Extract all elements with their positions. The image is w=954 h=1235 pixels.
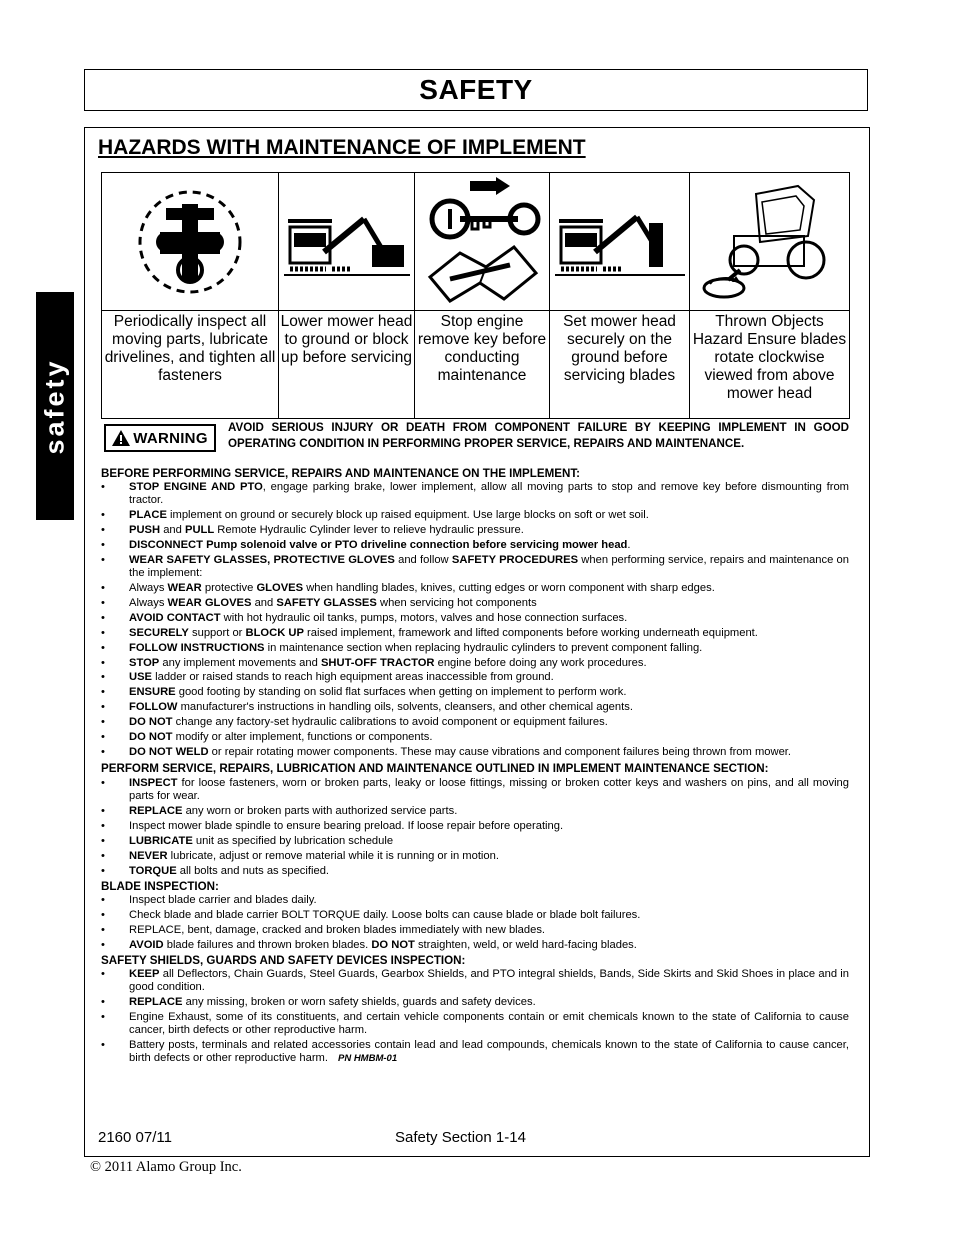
pictogram-cell [550, 173, 690, 311]
list-item: • SECURELY support or BLOCK UP raised implement, framework and lifted components before working underneath equipment. [101, 627, 849, 640]
group-heading: BEFORE PERFORMING SERVICE, REPAIRS AND MAINTENANCE ON THE IMPLEMENT: [101, 467, 581, 480]
bullet-list [101, 968, 849, 1065]
list-item: • AVOID CONTACT with hot hydraulic oil tanks, pumps, motors, valves and hose connection surfaces. [101, 612, 849, 625]
bullet-list [101, 777, 849, 878]
pictogram-caption: Stop engine remove key before conducting maintenance [415, 311, 550, 419]
pictogram-cell [279, 173, 415, 311]
list-item: • Always WEAR GLOVES and SAFETY GLASSES when servicing hot components [101, 597, 849, 610]
bullet-list [101, 481, 849, 759]
list-item: • NEVER lubricate, adjust or remove material while it is running or in motion. [101, 850, 849, 863]
list-item: • DISCONNECT Pump solenoid valve or PTO driveline connection before servicing mower head. [101, 539, 849, 552]
list-item: • KEEP all Deflectors, Chain Guards, Steel Guards, Gearbox Shields, and PTO integral shields, Bands, Side Skirts and Skid Shoes in place and in good condition. [101, 968, 849, 994]
warning-triangle-icon [112, 430, 130, 446]
pictogram-caption: Set mower head securely on the ground before servicing blades [550, 311, 690, 419]
mower-head-lowered-icon [284, 197, 410, 287]
pictogram-caption: Lower mower head to ground or block up before servicing [279, 311, 415, 419]
list-item: • STOP ENGINE AND PTO, engage parking brake, lower implement, allow all moving parts to stop and remove key before dismounting from tractor. [101, 481, 849, 507]
group-heading: PERFORM SERVICE, REPAIRS, LUBRICATION AND MAINTENANCE OUTLINED IN IMPLEMENT MAINTENANCE SECTION: [101, 761, 769, 775]
mower-head-ground-icon [555, 197, 685, 287]
part-number: PN HMBM-01 [337, 1053, 398, 1065]
list-item: • REPLACE any worn or broken parts with authorized service parts. [101, 805, 849, 818]
pictogram-caption: Thrown Objects Hazard Ensure blades rotate clockwise viewed from above mower head [690, 311, 850, 419]
list-item: • INSPECT for loose fasteners, worn or broken parts, leaky or loose fittings, missing or broken cotter keys and washers on pins, and all moving parts for wear. [101, 777, 849, 803]
list-item: • STOP any implement movements and SHUT-OFF TRACTOR engine before doing any work procedures. [101, 657, 849, 670]
list-item: • REPLACE, bent, damage, cracked and broken blades immediately with new blades. [101, 924, 849, 937]
warning-badge [104, 424, 216, 452]
list-item: • PUSH and PULL Remote Hydraulic Cylinder lever to relieve hydraulic pressure. [101, 524, 849, 537]
key-manual-icon [420, 177, 544, 307]
list-item: • Inspect mower blade spindle to ensure bearing preload. If loose repair before operating. [101, 820, 849, 833]
group-heading: BLADE INSPECTION: [101, 879, 219, 893]
list-item: • DO NOT change any factory-set hydraulic calibrations to avoid component or equipment failures. [101, 716, 849, 729]
pictogram-cell [415, 173, 550, 311]
list-item: • REPLACE any missing, broken or worn safety shields, guards and safety devices. [101, 996, 849, 1009]
pictogram-cell [690, 173, 850, 311]
group-heading: SAFETY SHIELDS, GUARDS AND SAFETY DEVICES INSPECTION: [101, 953, 466, 967]
warning-text: AVOID SERIOUS INJURY OR DEATH FROM COMPONENT FAILURE BY KEEPING IMPLEMENT IN GOOD OPERATING CONDITION IN PERFORMING PROPER SERVICE, REPAIRS AND MAINTENANCE. [228, 421, 849, 450]
header-box [84, 69, 868, 111]
list-item: • USE ladder or raised stands to reach high equipment areas inaccessible from ground. [101, 671, 849, 684]
list-item: • Engine Exhaust, some of its constituents, and certain vehicle components contain or emit chemicals known to the state of California to cause cancer, birth defects or other reproductive harm. [101, 1011, 849, 1037]
list-item: • LUBRICATE unit as specified by lubrication schedule [101, 835, 849, 848]
footer-page-label: Safety Section 1-14 [395, 1129, 526, 1146]
side-tab [36, 292, 74, 520]
list-item: • Battery posts, terminals and related accessories contain lead and lead compounds, chemicals known to the state of California to cause cancer, birth defects or other reproductive harm. PN HMBM-01 [101, 1039, 849, 1065]
instructions-body [101, 466, 849, 1067]
footer-model-date: 2160 07/11 [98, 1129, 172, 1146]
list-item: • Check blade and blade carrier BOLT TORQUE daily. Loose bolts can cause blade or blade bolt failures. [101, 909, 849, 922]
page-title: SAFETY [419, 74, 533, 105]
list-item: • AVOID blade failures and thrown broken blades. DO NOT straighten, weld, or weld hard-facing blades. [101, 939, 849, 952]
list-item: • Always WEAR protective GLOVES when handling blades, knives, cutting edges or worn component with sharp edges. [101, 582, 849, 595]
bullet-list [101, 894, 849, 952]
pictogram-cell [102, 173, 279, 311]
warning-block [101, 420, 849, 451]
list-item: • WEAR SAFETY GLASSES, PROTECTIVE GLOVES and follow SAFETY PROCEDURES when performing service, repairs and maintenance on the implement: [101, 554, 849, 580]
pictogram-panel [101, 172, 850, 419]
section-title: HAZARDS WITH MAINTENANCE OF IMPLEMENT [98, 136, 586, 159]
list-item: • ENSURE good footing by standing on solid flat surfaces when getting on implement to perform work. [101, 686, 849, 699]
list-item: • DO NOT modify or alter implement, functions or components. [101, 731, 849, 744]
list-item: • FOLLOW INSTRUCTIONS in maintenance section when replacing hydraulic cylinders to prevent component falling. [101, 642, 849, 655]
thrown-objects-tractor-icon [700, 180, 840, 304]
inspection-circle-icon [130, 182, 250, 302]
list-item: • FOLLOW manufacturer's instructions in handling oils, solvents, cleansers, and other chemical agents. [101, 701, 849, 714]
list-item: • PLACE implement on ground or securely block up raised equipment. Use large blocks on soft or wet soil. [101, 509, 849, 522]
warning-label: WARNING [133, 429, 208, 447]
list-item: • TORQUE all bolts and nuts as specified. [101, 865, 849, 878]
list-item: • DO NOT WELD or repair rotating mower components. These may cause vibrations and component failures being thrown from mower. [101, 746, 849, 759]
copyright: © 2011 Alamo Group Inc. [90, 1159, 242, 1175]
side-tab-label: safety [39, 357, 70, 455]
list-item: • Inspect blade carrier and blades daily. [101, 894, 849, 907]
pictogram-caption: Periodically inspect all moving parts, lubricate drivelines, and tighten all fasteners [102, 311, 279, 419]
